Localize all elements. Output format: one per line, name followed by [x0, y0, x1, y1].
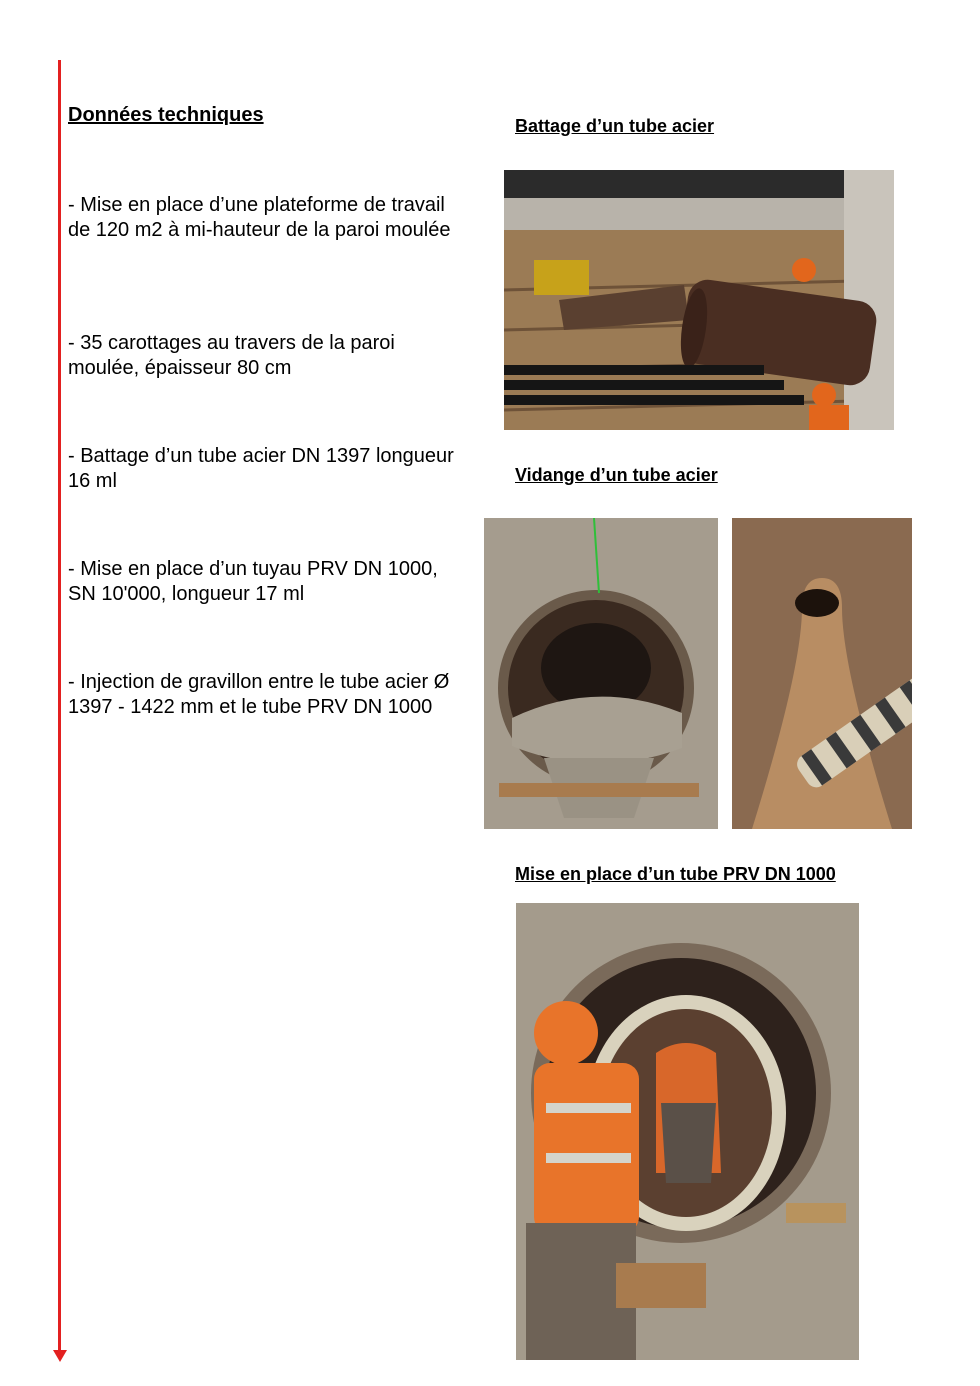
bullet-item: - Mise en place d’un tuyau PRV DN 1000, SN 10'000, longueur 17 ml: [68, 558, 438, 605]
photo-vidange-tube: [484, 518, 718, 829]
timeline-line: [58, 60, 61, 1350]
section-title: Données techniques: [68, 104, 264, 126]
bullet-item: - Injection de gravillon entre le tube acier Ø 1397 - 1422 mm et le tube PRV DN 1000: [68, 671, 450, 718]
timeline-arrow-icon: [53, 1350, 67, 1362]
bullet-item: - 35 carottages au travers de la paroi moulée, épaisseur 80 cm: [68, 332, 395, 379]
caption-mise-en-place: Mise en place d’un tube PRV DN 1000: [515, 864, 836, 884]
photo-battage: [504, 170, 894, 430]
bullet-item: - Battage d’un tube acier DN 1397 longueur 16 ml: [68, 445, 454, 492]
photo-mise-en-place: [516, 903, 859, 1360]
photo-vidange-interieur: [732, 518, 912, 829]
caption-battage: Battage d’un tube acier: [515, 116, 715, 136]
bullet-item: - Mise en place d’une plateforme de travail de 120 m2 à mi-hauteur de la paroi moulée: [68, 194, 451, 241]
caption-vidange: Vidange d’un tube acier: [515, 465, 718, 485]
